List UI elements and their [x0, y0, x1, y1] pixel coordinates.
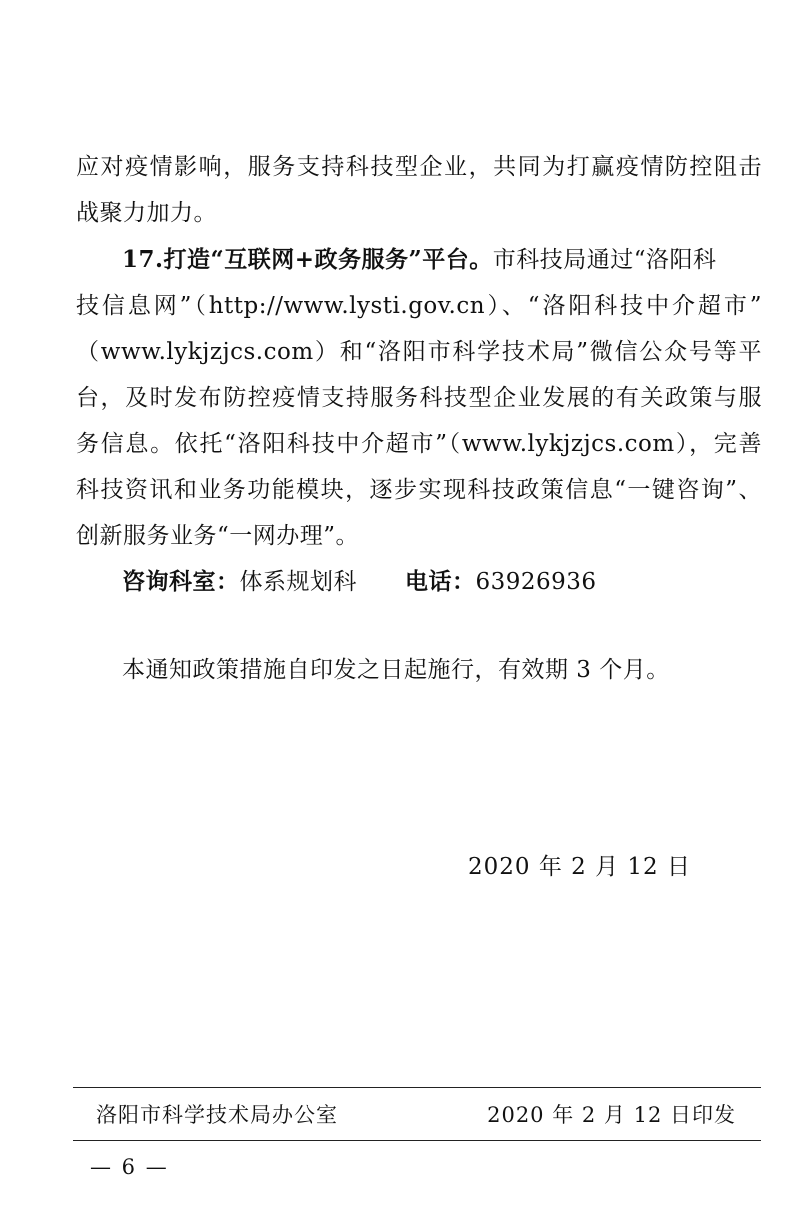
issuer-name: 洛阳市科学技术局办公室	[96, 1103, 338, 1127]
notice-text: 本通知政策措施自印发之日起施行，有效期 3 个月。	[122, 657, 670, 683]
body-line-6: 台，及时发布防控疫情支持服务科技型企业发展的有关政策与服	[76, 385, 762, 411]
footer-bottom-rule	[73, 1140, 761, 1141]
item-17-heading: 17.打造“互联网+政务服务”平台。	[122, 246, 493, 273]
contact-line	[122, 567, 762, 597]
issue-date: 2020 年 2 月 12 日印发	[487, 1103, 736, 1127]
phone-value: 63926936	[475, 569, 597, 595]
item-17-paragraph-start	[122, 245, 762, 275]
body-line-9: 创新服务业务“一网办理”。	[76, 523, 360, 549]
body-line-8: 科技资讯和业务功能模块，逐步实现科技政策信息“一键咨询”、	[76, 477, 762, 503]
body-line-5: （www.lykjzjcs.com）和“洛阳市科学技术局”微信公众号等平	[76, 339, 762, 365]
phone-label: 电话：	[405, 568, 476, 595]
body-line-3: 市科技局通过“洛阳科	[492, 247, 717, 273]
body-line-4: 技信息网”（http://www.lysti.gov.cn）、“洛阳科技中介超市”	[76, 293, 762, 319]
body-line-1: 应对疫情影响，服务支持科技型企业，共同为打赢疫情防控阻击	[76, 154, 762, 180]
body-line-2: 战聚力加力。	[76, 200, 217, 226]
signing-date: 2020 年 2 月 12 日	[468, 854, 691, 880]
footer-top-rule	[73, 1087, 761, 1088]
page-number: — 6 —	[90, 1155, 169, 1179]
body-line-7: 务信息。依托“洛阳科技中介超市”（www.lykjzjcs.com），完善	[76, 431, 762, 457]
dept-label: 咨询科室：	[122, 568, 240, 595]
dept-value: 体系规划科	[239, 569, 357, 595]
